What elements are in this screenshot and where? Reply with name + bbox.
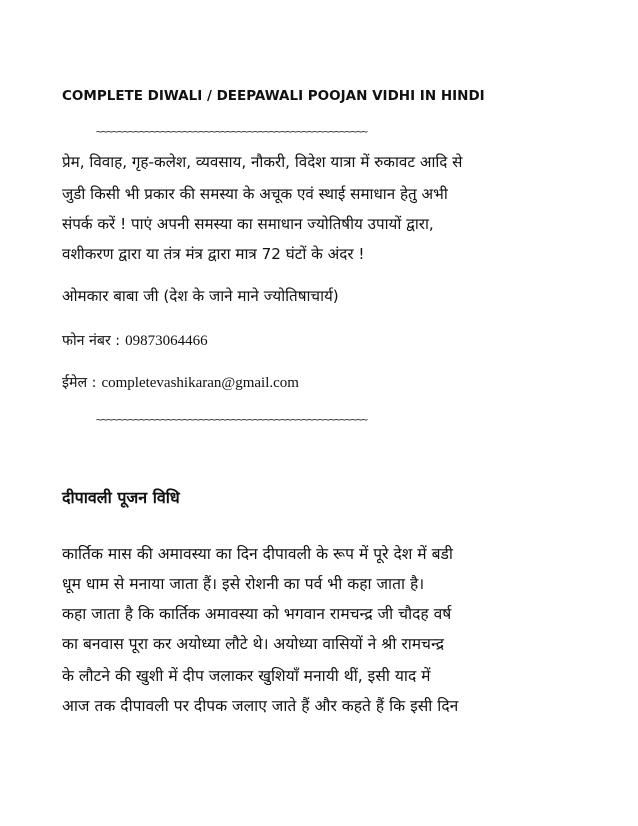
intro-line-1: प्रेम, विवाह, गृह-कलेश, व्यवसाय, नौकरी, विदेश यात्रा में रुकावट आदि से [62, 153, 463, 171]
intro-line-3: संपर्क करें ! पाएं अपनी समस्या का समाधान ज्योतिषीय उपायों द्वारा, [62, 215, 434, 233]
email-label: ईमेल : [62, 375, 97, 391]
body-line-1: कार्तिक मास की अमावस्या का दिन दीपावली के रूप में पूरे देश में बडी [62, 545, 453, 563]
email-address: completevashikaran@gmail.com [101, 375, 299, 391]
intro-line-4: वशीकरण द्वारा या तंत्र मंत्र द्वारा मात्र 72 घंटों के अंदर ! [62, 245, 365, 263]
body-line-4: का बनवास पूरा कर अयोध्या लौटे थे। अयोध्या वासियों ने श्री रामचन्द्र [62, 635, 445, 653]
body-line-2: धूम धाम से मनाया जाता हैं। इसे रोशनी का पर्व भी कहा जाता है। [62, 575, 425, 593]
section-heading: दीपावली पूजन विधि [62, 488, 180, 507]
astrologer-name: ओमकार बाबा जी (देश के जाने माने ज्योतिषाचार्य) [62, 287, 339, 305]
body-line-6: आज तक दीपावली पर दीपक जलाए जाते हैं और कहते हैं कि इसी दिन [62, 697, 459, 715]
separator-bottom: ~~~~~~~~~~~~~~~~~~~~~~~~~~~~~~~~~~~~~~~~~~~~~~~~~~ [96, 414, 368, 426]
phone-number: 09873064466 [125, 333, 208, 349]
phone-label: फोन नंबर : [62, 333, 121, 349]
body-line-5: के लौटने की खुशी में दीप जलाकर खुशियाँ मनायी थीं, इसी याद में [62, 667, 431, 685]
email-row [62, 372, 299, 392]
phone-row [62, 330, 208, 350]
document-title: COMPLETE DIWALI / DEEPAWALI POOJAN VIDHI IN HINDI [62, 88, 485, 104]
intro-line-2: जुडी किसी भी प्रकार की समस्या के अचूक एवं स्थाई समाधान हेतु अभी [62, 185, 448, 203]
body-line-3: कहा जाता है कि कार्तिक अमावस्या को भगवान रामचन्द्र जी चौदह वर्ष [62, 605, 452, 623]
separator-top: ~~~~~~~~~~~~~~~~~~~~~~~~~~~~~~~~~~~~~~~~~~~~~~~~~~ [96, 126, 368, 138]
